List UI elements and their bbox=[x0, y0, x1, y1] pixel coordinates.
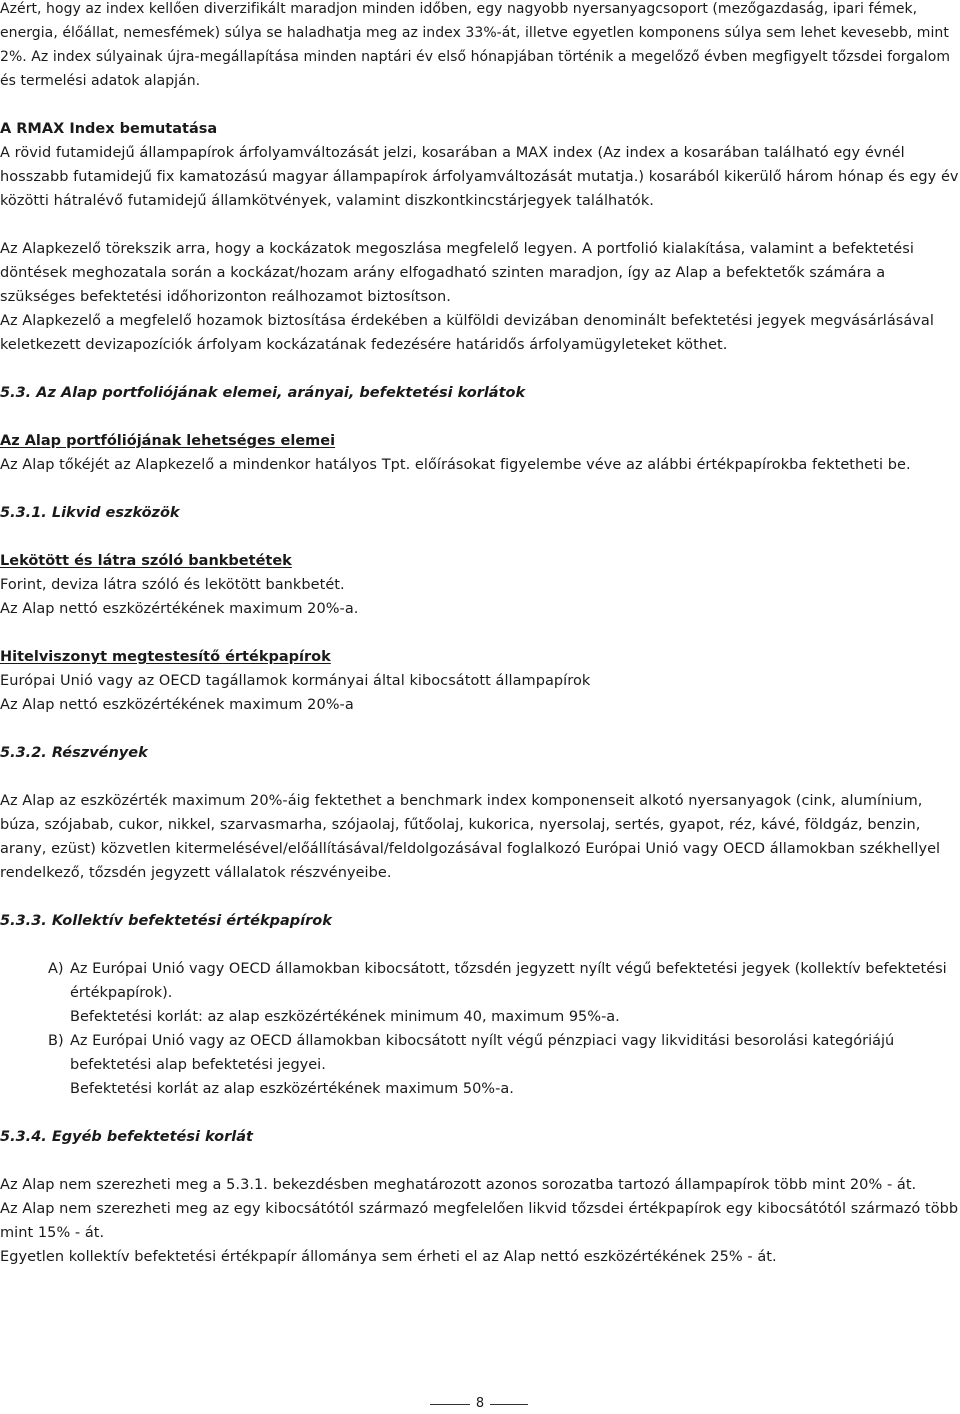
collective-investments-list bbox=[48, 957, 960, 1101]
list-marker: A) bbox=[48, 961, 64, 977]
other-limit-line-2: Az Alap nem szerezheti meg az egy kibocsátótól származó megfelelően likvid tőzsdei értékpapírok egy kibocsátótól származó több mint 15% - át. bbox=[0, 1201, 959, 1241]
debt-securities-line: Európai Unió vagy az OECD tagállamok kormányai által kibocsátott állampapírok bbox=[0, 673, 591, 689]
intro-paragraph: Azért, hogy az index kellően diverzifikált maradjon minden időben, egy nagyobb nyersanyagcsoport (mezőgazdaság, ipari fémek, energia, élőállat, nemesfémek) súlya se haladhatja meg az index 33%-át, illetve egyetlen komponens súlya sem lehet kevesebb, mint 2%. Az index súlyainak újra-megállapítása minden naptári év első hónapjában történik a megelőző évben megfigyelt tőzsdei forgalom és termelési adatok alapján. bbox=[0, 1, 951, 89]
list-item bbox=[48, 1029, 960, 1101]
list-item-text: Az Európai Unió vagy az OECD államokban kibocsátott nyílt végű pénzpiaci vagy likviditási besorolási kategóriájú befektetési alap befektetési jegyei. bbox=[70, 1033, 895, 1073]
list-item-limit: Befektetési korlát az alap eszközértékének maximum 50%-a. bbox=[70, 1081, 514, 1097]
rmax-heading: A RMAX Index bemutatása bbox=[0, 121, 218, 137]
list-item-text: Az Európai Unió vagy OECD államokban kibocsátott, tőzsdén jegyzett nyílt végű befektetési jegyek (kollektív befektetési értékpapírok). bbox=[70, 961, 947, 1001]
risk-paragraph: Az Alapkezelő törekszik arra, hogy a kockázatok megoszlása megfelelő legyen. A portfolió kialakítása, valamint a befektetési döntések meghozatala során a kockázat/hozam arány elfogadható szinten maradjon, így az Alap a befektetők számára a szükséges befektetési időhorizonton reálhozamot biztosítson. bbox=[0, 241, 914, 305]
shares-paragraph: Az Alap az eszközérték maximum 20%-áig fektethet a benchmark index komponenseit alkotó nyersanyagok (cink, alumínium, búza, szójabab, cukor, nikkel, szarvasmarha, szójaolaj, fűtőolaj, kukorica, nyersolaj, sertés, gyapot, réz, kávé, földgáz, benzin, arany, ezüst) közvetlen kitermelésével/előállításával/feldolgozásával foglalkozó Európai Unió vagy OECD államokban székhellyel rendelkező, tőzsdén jegyzett vállalatok részvényeibe. bbox=[0, 793, 941, 881]
debt-securities-limit: Az Alap nettó eszközértékének maximum 20%-a bbox=[0, 697, 354, 713]
section-5-3-4-heading: 5.3.4. Egyéb befektetési korlát bbox=[0, 1129, 253, 1145]
currency-hedge-paragraph: Az Alapkezelő a megfelelő hozamok biztosítása érdekében a külföldi devizában denominált befektetési jegyek megvásárlásával keletkezett devizapozíciók árfolyam kockázatának fedezésére határidős árfolyamügyleteket köthet. bbox=[0, 313, 934, 353]
section-5-3-1-heading: 5.3.1. Likvid eszközök bbox=[0, 505, 180, 521]
bank-deposits-line: Forint, deviza látra szóló és lekötött bankbetét. bbox=[0, 577, 345, 593]
portfolio-elements-paragraph: Az Alap tőkéjét az Alapkezelő a mindenkor hatályos Tpt. előírásokat figyelembe véve az alábbi értékpapírokba fektetheti be. bbox=[0, 457, 911, 473]
bank-deposits-limit: Az Alap nettó eszközértékének maximum 20%-a. bbox=[0, 601, 359, 617]
list-item-limit: Befektetési korlát: az alap eszközértékének minimum 40, maximum 95%-a. bbox=[70, 1009, 620, 1025]
debt-securities-heading: Hitelviszonyt megtestesítő értékpapírok bbox=[0, 649, 331, 665]
portfolio-elements-heading: Az Alap portfóliójának lehetséges elemei bbox=[0, 433, 336, 449]
list-marker: B) bbox=[48, 1033, 64, 1049]
section-5-3-heading: 5.3. Az Alap portfoliójának elemei, arányai, befektetési korlátok bbox=[0, 385, 526, 401]
other-limit-line-1: Az Alap nem szerezheti meg a 5.3.1. bekezdésben meghatározott azonos sorozatba tartozó állampapírok több mint 20% - át. bbox=[0, 1177, 917, 1193]
other-limit-line-3: Egyetlen kollektív befektetési értékpapír állománya sem érheti el az Alap nettó eszközértékének 25% - át. bbox=[0, 1249, 777, 1265]
page-number: 8 bbox=[470, 1396, 490, 1412]
bank-deposits-heading: Lekötött és látra szóló bankbetétek bbox=[0, 553, 292, 569]
rmax-paragraph: A rövid futamidejű állampapírok árfolyamváltozását jelzi, kosarában a MAX index (Az index a kosarában található egy évnél hosszabb futamidejű fix kamatozású magyar állampapírok árfolyamváltozását mutatja.) kosarából kikerülő három hónap és egy év közötti hátralévő futamidejű államkötvények, valamint diszkontkincstárjegyek találhatók. bbox=[0, 145, 959, 209]
list-item-content bbox=[70, 1029, 960, 1101]
list-item-content bbox=[70, 957, 960, 1029]
list-item bbox=[48, 957, 960, 1029]
section-5-3-2-heading: 5.3.2. Részvények bbox=[0, 745, 148, 761]
section-5-3-3-heading: 5.3.3. Kollektív befektetési értékpapírok bbox=[0, 913, 332, 929]
